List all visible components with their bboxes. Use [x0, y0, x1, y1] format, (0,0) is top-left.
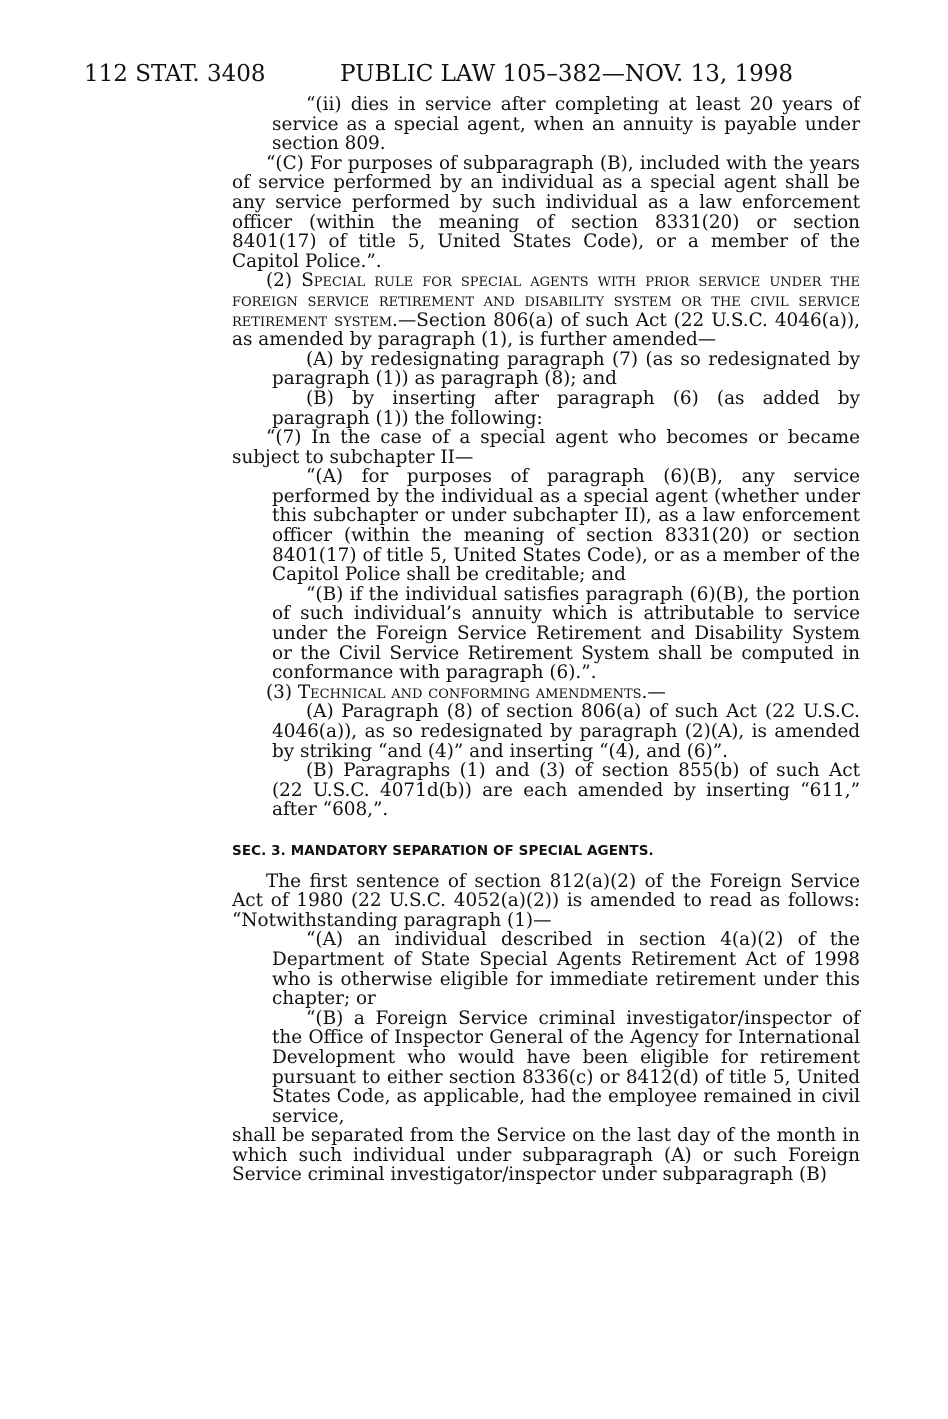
document-body [232, 95, 860, 1185]
public-law-citation: PUBLIC LAW 105–382—NOV. 13, 1998 [340, 61, 794, 87]
section-3-b: “(B) a Foreign Service criminal investigator/inspector of the Office of Inspector General of the Agency for International Development who would have been eligible for retirement pursuant to either section 8336(c) or 8412(d) of title 5, United States Code, as applicable, had the employee remained in civil service, [272, 1007, 860, 1127]
paragraph-7-a: “(A) for purposes of paragraph (6)(B), any service performed by the individual as a special agent (whether under this subchapter or under subchapter II), as a law enforcement officer (within the meaning of section 8331(20) or section 8401(17) of title 5, United States Code), or as a member of the Capitol Police shall be creditable; and [272, 466, 860, 586]
paragraph-3 [232, 683, 860, 703]
section-3-a: “(A) an individual described in section 4(a)(2) of the Department of State Special Agents Retirement Act of 1998 who is otherwise eligible for immediate retirement under this chapter; or [272, 929, 860, 1010]
section-3-closing: shall be separated from the Service on the last day of the month in which such individual under subparagraph (A) or such Foreign Service criminal investigator/inspector under subparagraph (B) [232, 1125, 860, 1186]
subparagraph-c: “(C) For purposes of subparagraph (B), included with the years of service performed by an individual as a special agent shall be any service performed by such individual as a law enforcement officer (within the meaning of section 8331(20) or section 8401(17) of title 5, United States Code), or a member of the Capitol Police.”. [232, 152, 860, 272]
section-3-heading: SEC. 3. MANDATORY SEPARATION OF SPECIAL AGENTS. [232, 842, 654, 859]
paragraph-3-heading: (3) Technical and conforming amendments. [266, 681, 648, 703]
technical-amendment-a: (A) Paragraph (8) of section 806(a) of such Act (22 U.S.C. 4046(a)), as so redesignated by paragraph (2)(A), is amended by striking “and (4)” and inserting “(4), and (6)”. [272, 701, 860, 762]
paragraph-3-text: — [647, 681, 666, 703]
statute-page-reference: 112 STAT. 3408 [84, 61, 266, 87]
section-3-intro: The first sentence of section 812(a)(2) of the Foreign Service Act of 1980 (22 U.S.C. 4052(a)(2)) is amended to read as follows: “Notwithstanding paragraph (1)— [232, 870, 860, 931]
amendment-b: (B) by inserting after paragraph (6) (as added by paragraph (1)) the following: [272, 387, 860, 429]
technical-amendment-b: (B) Paragraphs (1) and (3) of section 855(b) of such Act (22 U.S.C. 4071d(b)) are each amended by inserting “611,” after “608,”. [272, 760, 860, 821]
paragraph-2-heading: (2) Special rule for special agents with prior service under the foreign service retirement and disability system or the civil service retirement system. [232, 270, 860, 331]
paragraph-7-b: “(B) if the individual satisfies paragraph (6)(B), the portion of such individual’s annuity which is attributable to service under the Foreign Service Retirement and Disability System or the Civil Service Retirement System shall be computed in conformance with paragraph (6).”. [272, 583, 860, 684]
paragraph-2 [232, 271, 860, 349]
paragraph-7: “(7) In the case of a special agent who becomes or became subject to subchapter II— [232, 427, 860, 468]
amendment-a: (A) by redesignating paragraph (7) (as so redesignated by paragraph (1)) as paragraph (8); and [272, 348, 860, 390]
paragraph-2-text: —Section 806(a) of such Act (22 U.S.C. 4046(a)), as amended by paragraph (1), is further amended— [232, 309, 860, 351]
clause-ii: “(ii) dies in service after completing at least 20 years of service as a special agent, when an annuity is payable under section 809. [272, 94, 860, 155]
